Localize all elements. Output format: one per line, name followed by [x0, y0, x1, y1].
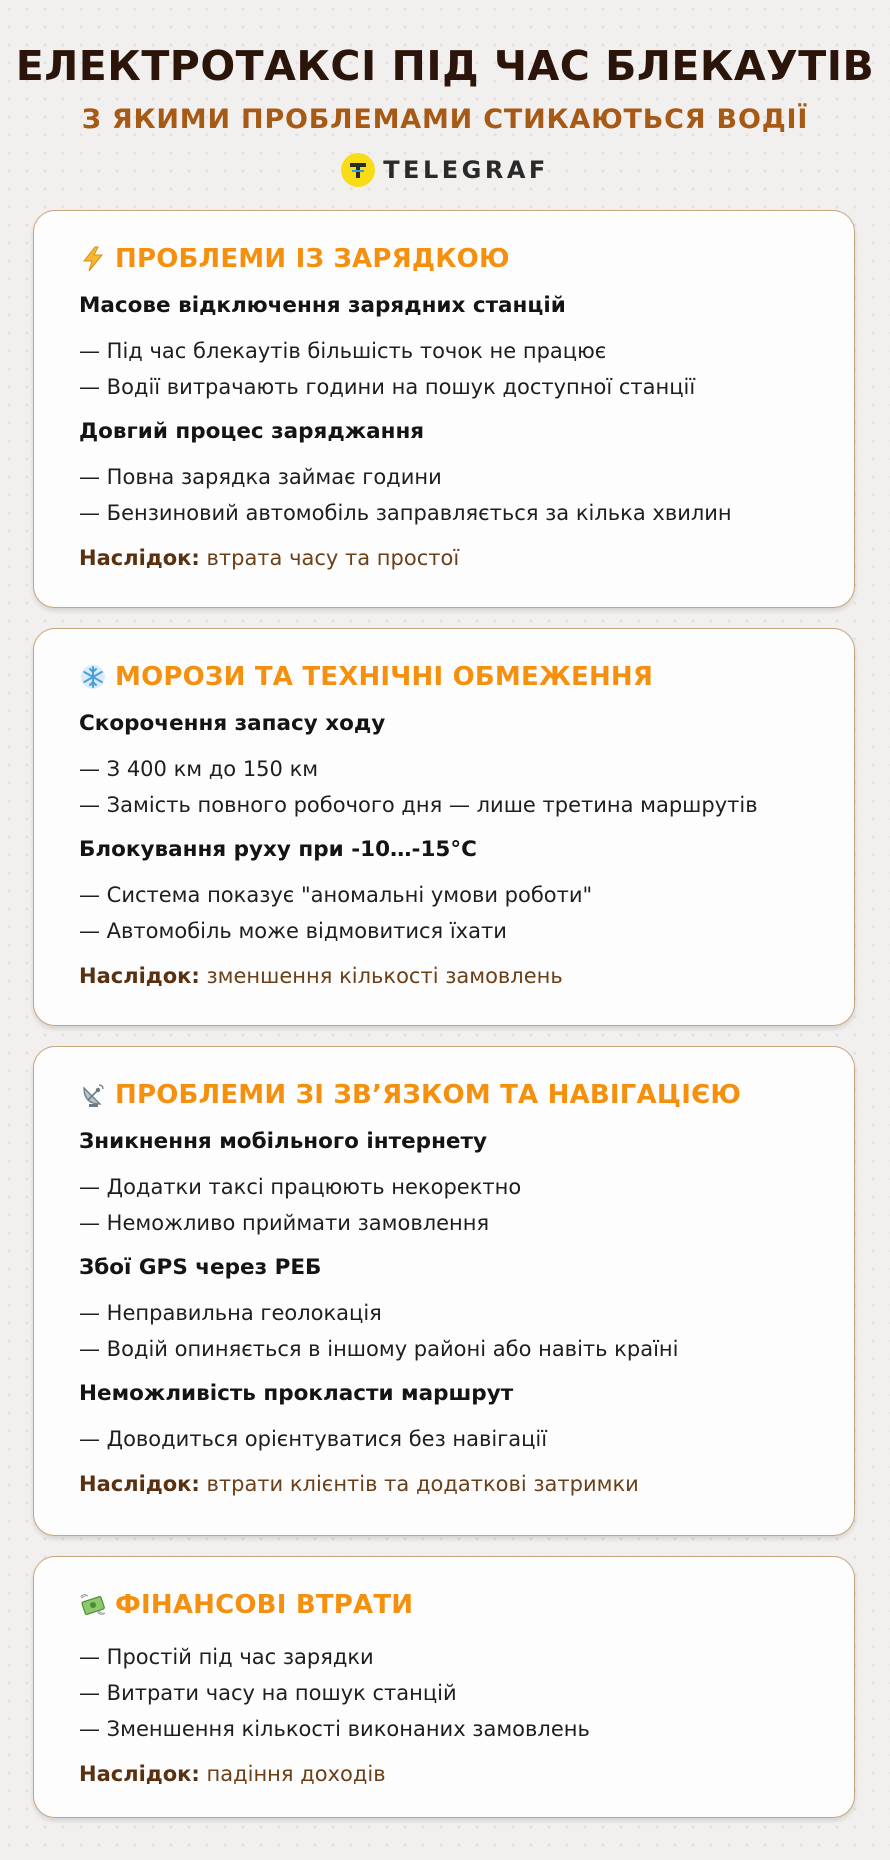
telegraf-logo-icon	[341, 153, 375, 187]
bullet-line: — Додатки таксі працюють некоректно	[79, 1175, 522, 1199]
bullet-line: — Зменшення кількості виконаних замовлень	[79, 1717, 590, 1741]
result-label: Наслідок:	[79, 964, 200, 988]
group-heading: Скорочення запасу ходу	[79, 711, 386, 736]
result-line	[79, 541, 834, 575]
bullet-line: — Замість повного робочого дня — лише третина маршрутів	[79, 793, 758, 817]
bullet-line: — Витрати часу на пошук станцій	[79, 1681, 457, 1705]
section-title-row	[79, 657, 834, 697]
snowflake-icon	[79, 663, 107, 691]
group-heading: Масове відключення зарядних станцій	[79, 293, 566, 318]
bullet-line: — Бензиновий автомобіль заправляється за кілька хвилин	[79, 501, 732, 525]
group-heading: Блокування руху при -10…-15°C	[79, 837, 477, 862]
money-with-wings-icon	[79, 1591, 107, 1619]
bullet-line: — Під час блекаутів більшість точок не працює	[79, 339, 607, 363]
result-value: зменшення кількості замовлень	[206, 964, 563, 988]
section-title: МОРОЗИ ТА ТЕХНІЧНІ ОБМЕЖЕННЯ	[115, 662, 654, 692]
result-value: втрата часу та простої	[206, 546, 460, 570]
section-title: ПРОБЛЕМИ ЗІ ЗВ’ЯЗКОМ ТА НАВІГАЦІЄЮ	[115, 1080, 742, 1110]
section-title-row	[79, 1585, 834, 1625]
result-label: Наслідок:	[79, 546, 200, 570]
bullet-line: — Водій опиняється в іншому районі або навіть країні	[79, 1337, 679, 1361]
group-heading: Збої GPS через РЕБ	[79, 1255, 322, 1280]
brand-name: TELEGRAF	[383, 156, 549, 184]
section-card-connectivity	[33, 1046, 855, 1536]
section-card-frost	[33, 628, 855, 1026]
bullet-line: — Водії витрачають години на пошук доступної станції	[79, 375, 696, 399]
result-label: Наслідок:	[79, 1472, 200, 1496]
bullet-line: — Простій під час зарядки	[79, 1645, 374, 1669]
bullet-line: — Система показує "аномальні умови роботи"	[79, 883, 593, 907]
satellite-dish-icon	[79, 1081, 107, 1109]
bullet-line: — Неможливо приймати замовлення	[79, 1211, 490, 1235]
group-heading: Неможливість прокласти маршрут	[79, 1381, 514, 1406]
bullet-line: — Неправильна геолокація	[79, 1301, 382, 1325]
section-title: ПРОБЛЕМИ ІЗ ЗАРЯДКОЮ	[115, 244, 510, 274]
group-heading: Довгий процес заряджання	[79, 419, 425, 444]
section-title-row	[79, 239, 834, 279]
section-title-row	[79, 1075, 834, 1115]
result-line	[79, 959, 834, 993]
section-card-finance	[33, 1556, 855, 1818]
page-title: ЕЛЕКТРОТАКСІ ПІД ЧАС БЛЕКАУТІВ	[15, 42, 875, 90]
result-line	[79, 1467, 834, 1501]
bullet-line: — Повна зарядка займає години	[79, 465, 442, 489]
result-line	[79, 1757, 834, 1791]
section-card-charging	[33, 210, 855, 608]
bullet-line: — Автомобіль може відмовитися їхати	[79, 919, 507, 943]
bullet-line: — Доводиться орієнтуватися без навігації	[79, 1427, 548, 1451]
section-title: ФІНАНСОВІ ВТРАТИ	[115, 1590, 414, 1620]
lightning-icon	[79, 245, 107, 273]
brand-logo	[0, 153, 890, 187]
group-heading: Зникнення мобільного інтернету	[79, 1129, 487, 1154]
result-value: падіння доходів	[206, 1762, 386, 1786]
bullet-line: — З 400 км до 150 км	[79, 757, 319, 781]
result-value: втрати клієнтів та додаткові затримки	[206, 1472, 639, 1496]
page-subtitle: З ЯКИМИ ПРОБЛЕМАМИ СТИКАЮТЬСЯ ВОДІЇ	[81, 104, 809, 135]
result-label: Наслідок:	[79, 1762, 200, 1786]
